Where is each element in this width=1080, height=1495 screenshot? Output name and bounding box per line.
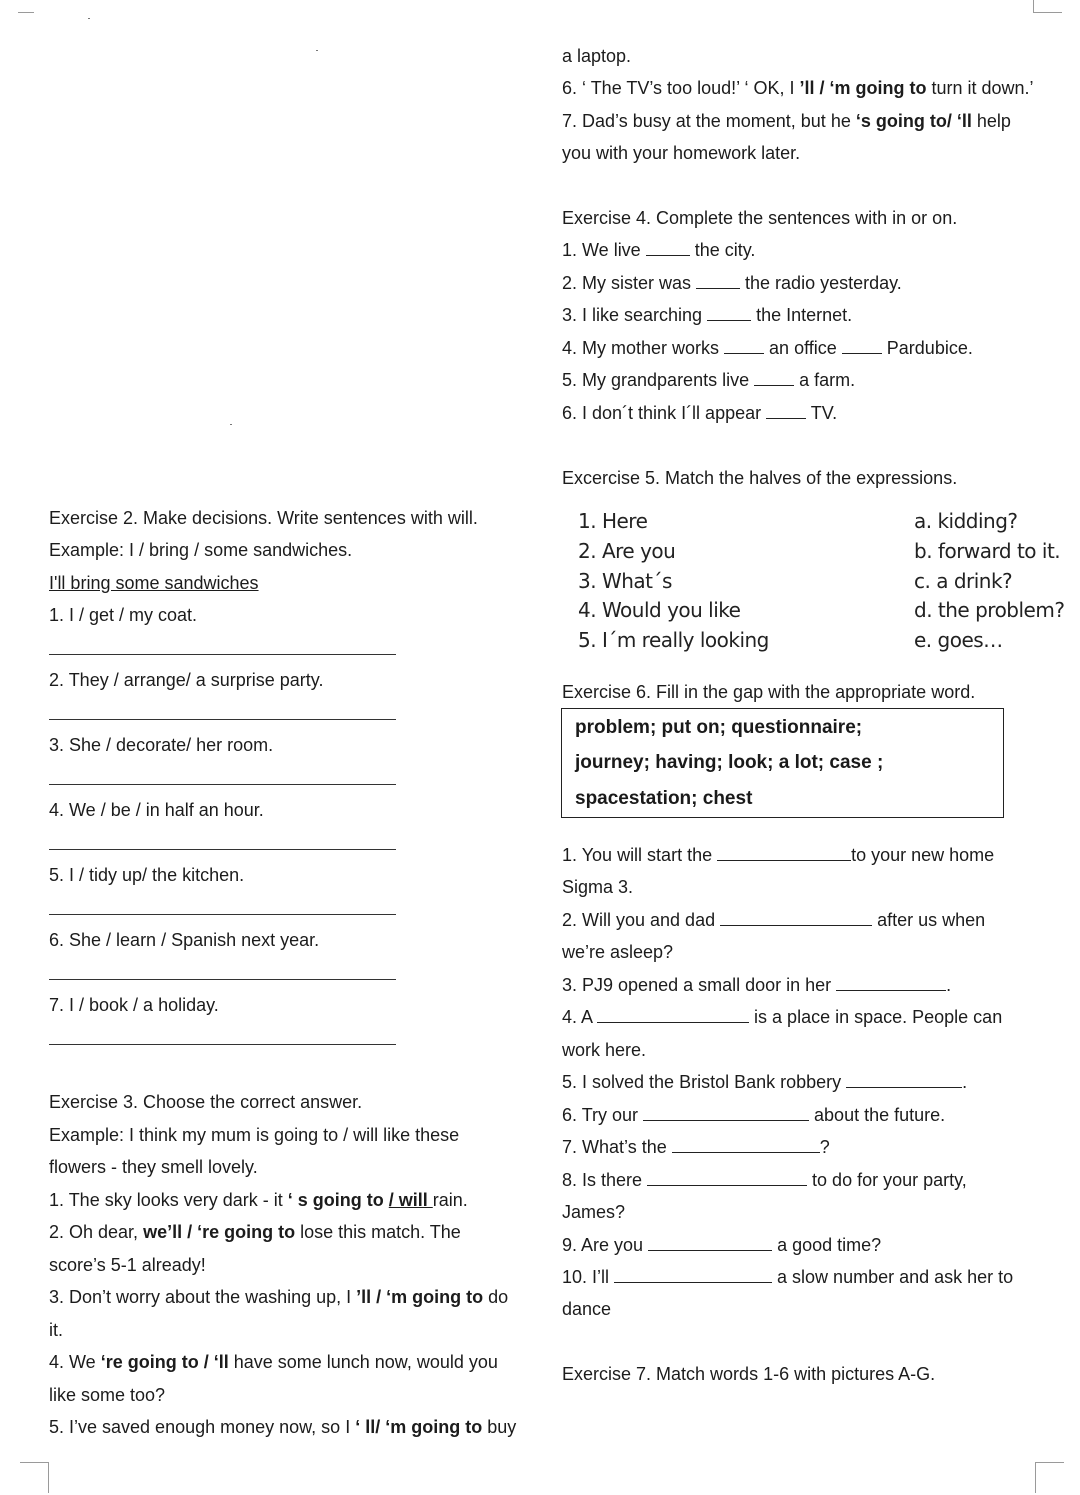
gap-blank[interactable] xyxy=(647,1171,807,1186)
gap-blank[interactable] xyxy=(846,1073,962,1088)
answer-line[interactable] xyxy=(49,1044,396,1045)
exercise-3-item-2-cont: score’s 5-1 already! xyxy=(49,1255,206,1275)
match-left-item[interactable]: 1. Here xyxy=(578,509,648,533)
exercise-3-item-4: 4. We ‘re going to / ‘ll have some lunch now, would you xyxy=(49,1352,498,1372)
exercise-4-item: 6. I don´t think I´ll appear TV. xyxy=(562,403,838,423)
gap-blank[interactable] xyxy=(836,976,946,991)
exercise-3-item-2: 2. Oh dear, we’ll / ‘re going to lose this match. The xyxy=(49,1222,461,1242)
match-left-item[interactable]: 4. Would you like xyxy=(578,598,741,622)
match-right-item[interactable]: c. a drink? xyxy=(914,569,1013,593)
exercise-4-title: Exercise 4. Complete the sentences with in or on. xyxy=(562,208,958,228)
word-bank-line: journey; having; look; a lot; case ; xyxy=(575,752,884,773)
exercise-6-title: Exercise 6. Fill in the gap with the appropriate word. xyxy=(562,682,976,702)
exercise-6-item: 2. Will you and dad after us when xyxy=(562,910,986,930)
exercise-6-item-cont: James? xyxy=(562,1202,626,1222)
exercise-3-item-6: 6. ‘ The TV’s too loud!’ ‘ OK, I ’ll / ‘m going to turn it down.’ xyxy=(562,78,1034,98)
exercise-3-example: flowers - they smell lovely. xyxy=(49,1157,258,1177)
exercise-5-title: Excercise 5. Match the halves of the expressions. xyxy=(562,468,958,488)
gap-blank[interactable] xyxy=(724,339,764,354)
exercise-6-item: 10. I’ll a slow number and ask her to xyxy=(562,1267,1014,1287)
match-left-item[interactable]: 2. Are you xyxy=(578,539,676,563)
exercise-4-item: 3. I like searching the Internet. xyxy=(562,305,853,325)
exercise-2-title: Exercise 2. Make decisions. Write sentences with will. xyxy=(49,508,478,528)
corner-mark-top-left xyxy=(18,12,34,13)
gap-blank[interactable] xyxy=(643,1106,809,1121)
exercise-6-item: 4. A is a place in space. People can xyxy=(562,1007,1003,1027)
exercise-2-item: 1. I / get / my coat. xyxy=(49,605,198,625)
exercise-4-item: 2. My sister was the radio yesterday. xyxy=(562,273,902,293)
gap-blank[interactable] xyxy=(707,306,751,321)
exercise-3-item-4-cont: like some too? xyxy=(49,1385,166,1405)
exercise-3-item-7: 7. Dad’s busy at the moment, but he ‘s going to/ ‘ll help xyxy=(562,111,1011,131)
exercise-2-item: 6. She / learn / Spanish next year. xyxy=(49,930,320,950)
exercise-2-example: Example: I / bring / some sandwiches. xyxy=(49,540,353,560)
corner-mark-top-right xyxy=(1033,0,1062,13)
exercise-2-item: 3. She / decorate/ her room. xyxy=(49,735,274,755)
exercise-2-item: 7. I / book / a holiday. xyxy=(49,995,219,1015)
exercise-3-item-7-cont: you with your homework later. xyxy=(562,143,801,163)
exercise-6-item: 1. You will start the to your new home xyxy=(562,845,995,865)
exercise-3-item-3: 3. Don’t worry about the washing up, I ’ll / ‘m going to do xyxy=(49,1287,509,1307)
exercise-6-item: 8. Is there to do for your party, xyxy=(562,1170,967,1190)
exercise-6-item-cont: work here. xyxy=(562,1040,647,1060)
exercise-3-title: Exercise 3. Choose the correct answer. xyxy=(49,1092,363,1112)
exercise-6-item: 3. PJ9 opened a small door in her . xyxy=(562,975,952,995)
gap-blank[interactable] xyxy=(646,241,690,256)
gap-blank[interactable] xyxy=(672,1138,820,1153)
exercise-3-item-1: 1. The sky looks very dark - it ‘ s going to / will rain. xyxy=(49,1190,468,1210)
exercise-6-item-cont: we’re asleep? xyxy=(562,942,674,962)
scan-speck xyxy=(230,424,232,425)
exercise-4-item: 5. My grandparents live a farm. xyxy=(562,370,856,390)
exercise-2-item: 4. We / be / in half an hour. xyxy=(49,800,264,820)
exercise-2-item: 5. I / tidy up/ the kitchen. xyxy=(49,865,245,885)
gap-blank[interactable] xyxy=(720,911,872,926)
match-left-item[interactable]: 3. What´s xyxy=(578,569,672,593)
gap-blank[interactable] xyxy=(717,846,851,861)
exercise-6-item: 7. What’s the ? xyxy=(562,1137,830,1157)
match-right-item[interactable]: a. kidding? xyxy=(914,509,1018,533)
word-bank-line: spacestation; chest xyxy=(575,788,753,809)
exercise-4-item: 4. My mother works an office Pardubice. xyxy=(562,338,973,358)
word-bank-box xyxy=(561,708,1004,818)
exercise-3-item-3-cont: it. xyxy=(49,1320,64,1340)
exercise-3-item-5: 5. I’ve saved enough money now, so I ‘ ll/ ‘m going to buy xyxy=(49,1417,517,1437)
gap-blank[interactable] xyxy=(842,339,882,354)
gap-blank[interactable] xyxy=(597,1008,749,1023)
scan-speck xyxy=(316,50,318,51)
answer-line[interactable] xyxy=(49,719,396,720)
gap-blank[interactable] xyxy=(648,1236,772,1251)
exercise-3-item-5-cont: a laptop. xyxy=(562,46,632,66)
exercise-6-item: 6. Try our about the future. xyxy=(562,1105,946,1125)
corner-mark-bottom-right xyxy=(1035,1462,1064,1493)
answer-line[interactable] xyxy=(49,784,396,785)
exercise-6-item-cont: Sigma 3. xyxy=(562,877,634,897)
exercise-3-example: Example: I think my mum is going to / will like these xyxy=(49,1125,460,1145)
match-right-item[interactable]: b. forward to it. xyxy=(914,539,1061,563)
exercise-4-item: 1. We live the city. xyxy=(562,240,756,260)
answer-line[interactable] xyxy=(49,849,396,850)
exercise-7-title: Exercise 7. Match words 1-6 with pictures A-G. xyxy=(562,1364,936,1384)
match-left-item[interactable]: 5. I´m really looking xyxy=(578,628,769,652)
match-right-item[interactable]: d. the problem? xyxy=(914,598,1065,622)
gap-blank[interactable] xyxy=(696,274,740,289)
exercise-6-item: 9. Are you a good time? xyxy=(562,1235,882,1255)
exercise-2-item: 2. They / arrange/ a surprise party. xyxy=(49,670,324,690)
answer-line[interactable] xyxy=(49,914,396,915)
exercise-6-item-cont: dance xyxy=(562,1299,612,1319)
corner-mark-bottom-left xyxy=(20,1462,49,1493)
answer-line[interactable] xyxy=(49,979,396,980)
scan-speck xyxy=(88,18,90,19)
gap-blank[interactable] xyxy=(614,1268,772,1283)
match-right-item[interactable]: e. goes… xyxy=(914,628,1003,652)
exercise-2-example-answer: I'll bring some sandwiches xyxy=(49,573,259,593)
exercise-6-item: 5. I solved the Bristol Bank robbery . xyxy=(562,1072,968,1092)
answer-line[interactable] xyxy=(49,654,396,655)
gap-blank[interactable] xyxy=(766,404,806,419)
word-bank-line: problem; put on; questionnaire; xyxy=(575,717,863,738)
gap-blank[interactable] xyxy=(754,371,794,386)
